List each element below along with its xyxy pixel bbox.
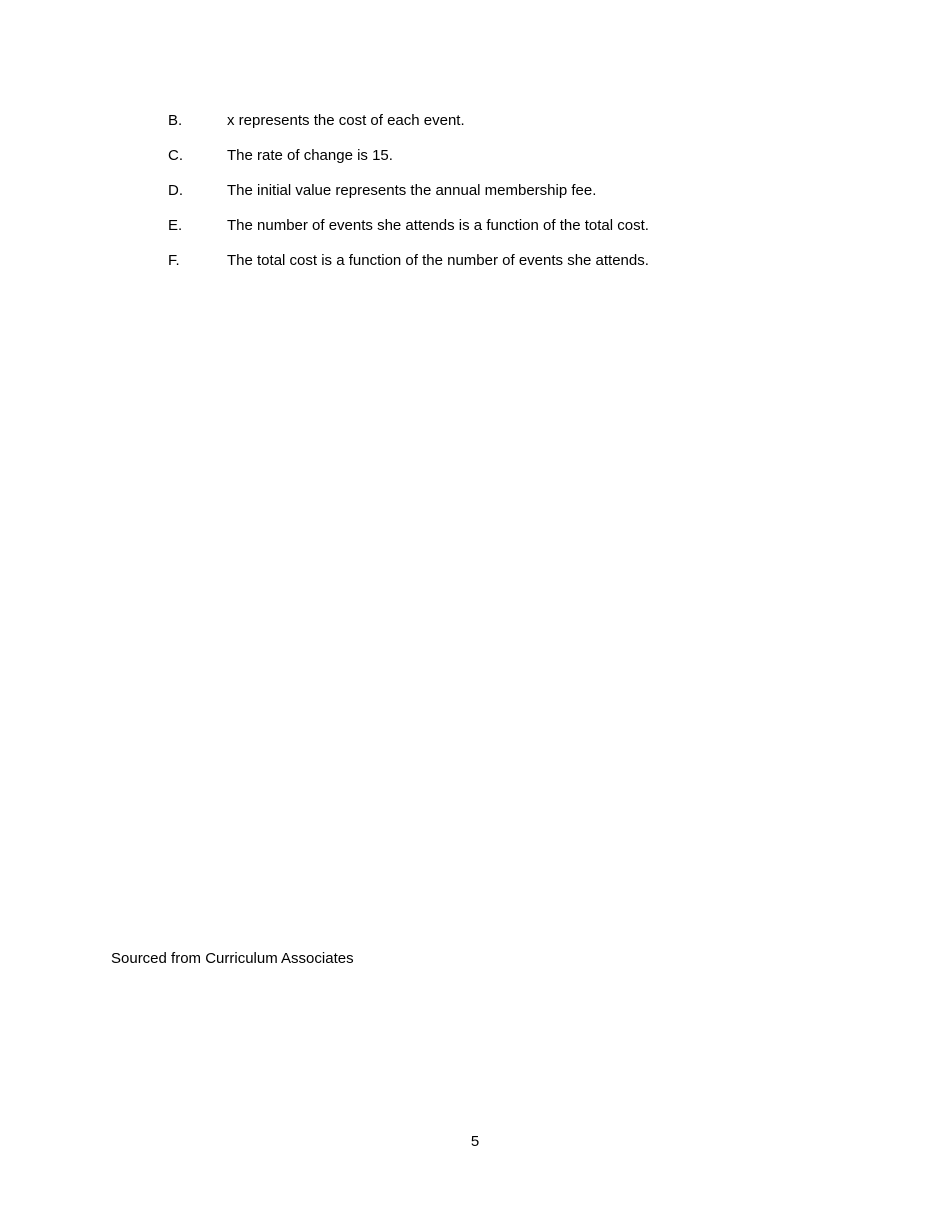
page-number: 5 xyxy=(470,1133,480,1150)
option-text: The total cost is a function of the number of events she attends. xyxy=(227,252,649,269)
answer-option-f xyxy=(168,251,868,286)
option-letter: E. xyxy=(168,217,183,234)
answer-option-b xyxy=(168,111,868,146)
option-text: The rate of change is 15. xyxy=(227,147,393,164)
answer-option-d xyxy=(168,181,868,216)
option-text: The number of events she attends is a function of the total cost. xyxy=(227,217,649,234)
answer-option-e xyxy=(168,216,868,251)
answer-options-list xyxy=(168,111,868,286)
option-letter: B. xyxy=(168,112,183,129)
option-letter: F. xyxy=(168,252,180,269)
answer-option-c xyxy=(168,146,868,181)
source-note: Sourced from Curriculum Associates xyxy=(111,950,354,967)
option-letter: D. xyxy=(168,182,183,199)
option-text: x represents the cost of each event. xyxy=(227,112,465,129)
option-text: The initial value represents the annual membership fee. xyxy=(227,182,597,199)
option-letter: C. xyxy=(168,147,183,164)
